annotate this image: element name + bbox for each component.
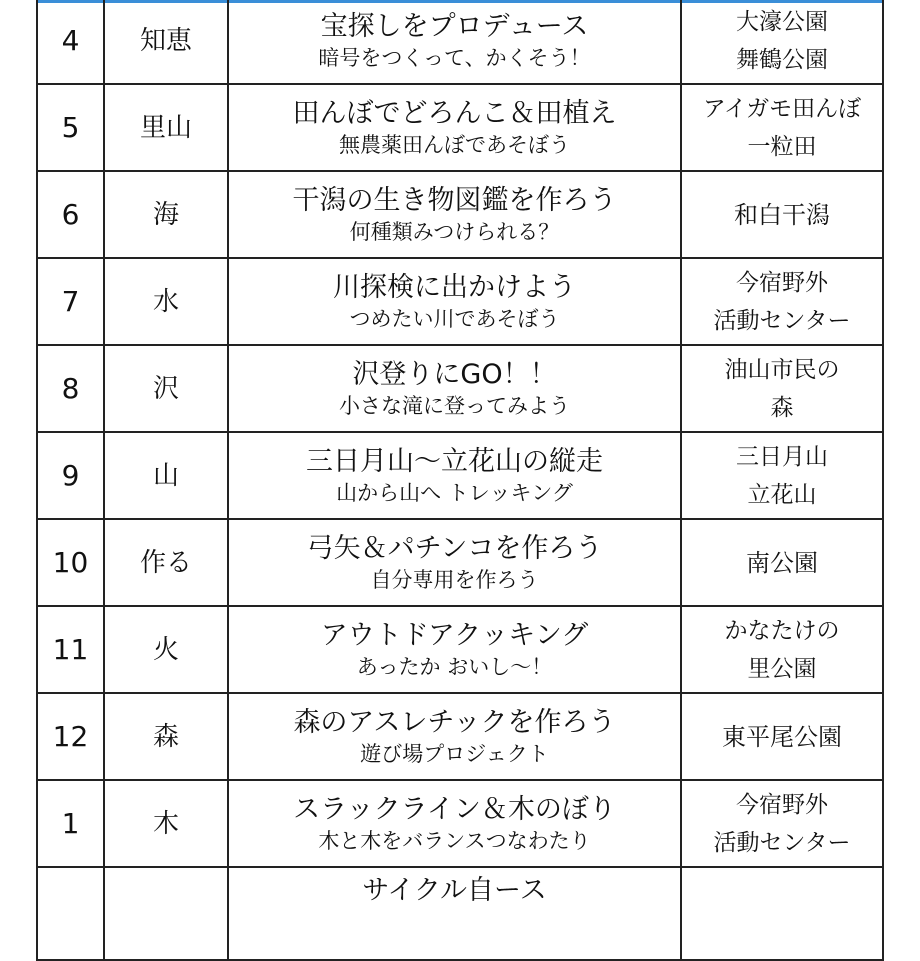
venue-name-line: 立花山 — [747, 481, 817, 508]
table-row — [37, 867, 883, 960]
activity-title: アウトドアクッキング — [320, 619, 589, 651]
theme-cell — [104, 0, 228, 84]
activity-subtitle: あったか おいし〜！ — [356, 654, 553, 679]
schedule-table-body — [37, 0, 883, 960]
session-number-cell — [37, 258, 104, 345]
theme-cell — [104, 432, 228, 519]
venue-name-line: 油山市民の — [724, 356, 840, 383]
session-number-cell — [37, 867, 104, 960]
table-row — [37, 606, 883, 693]
theme-label: 知恵 — [139, 25, 192, 56]
activity-subtitle: 暗号をつくって、かくそう！ — [318, 45, 591, 70]
activity-cell — [228, 84, 681, 171]
activity-title: 沢登りにGO！！ — [352, 358, 557, 390]
activity-subtitle: 小さな滝に登ってみよう — [339, 393, 570, 418]
activity-title: 宝探しをプロデュース — [320, 10, 589, 42]
venue-cell — [681, 780, 883, 867]
table-row — [37, 780, 883, 867]
activity-cell — [228, 171, 681, 258]
theme-cell — [104, 519, 228, 606]
activity-title: 三日月山〜立花山の縦走 — [306, 445, 603, 477]
activity-subtitle: 木と木をバランスつなわたり — [318, 828, 591, 853]
theme-cell — [104, 693, 228, 780]
venue-name-line: 里公園 — [747, 655, 817, 682]
activity-subtitle: 何種類みつけられる？ — [349, 219, 560, 244]
activity-cell — [228, 606, 681, 693]
theme-label: 森 — [152, 721, 179, 752]
activity-cell — [228, 0, 681, 84]
theme-label: 海 — [152, 199, 179, 230]
activity-subtitle: 無農薬田んぼであそぼう — [339, 132, 570, 157]
venue-cell — [681, 345, 883, 432]
activity-cell — [228, 867, 681, 960]
schedule-table — [36, 0, 884, 961]
activity-cell — [228, 780, 681, 867]
venue-cell — [681, 432, 883, 519]
venue-cell — [681, 258, 883, 345]
venue-cell — [681, 84, 883, 171]
venue-name-line: 一粒田 — [747, 133, 817, 160]
table-row — [37, 693, 883, 780]
venue-name-line: 舞鶴公園 — [736, 46, 828, 73]
venue-name-line: 南公園 — [746, 548, 818, 577]
table-row — [37, 171, 883, 258]
theme-label: 里山 — [139, 112, 192, 143]
session-number: 1 — [61, 806, 80, 840]
table-row — [37, 84, 883, 171]
venue-name-line: アイガモ田んぼ — [702, 95, 862, 122]
venue-cell — [681, 519, 883, 606]
table-row — [37, 258, 883, 345]
table-row — [37, 0, 883, 84]
session-number: 9 — [61, 458, 80, 492]
venue-cell — [681, 693, 883, 780]
theme-label: 山 — [152, 460, 179, 491]
activity-title: スラックライン＆木のぼり — [293, 793, 616, 825]
activity-cell — [228, 519, 681, 606]
session-number-cell — [37, 606, 104, 693]
theme-label: 火 — [152, 634, 179, 665]
theme-cell — [104, 345, 228, 432]
activity-title: サイクル自ース — [362, 875, 547, 906]
venue-name-line: 活動センター — [713, 829, 851, 856]
session-number: 8 — [61, 371, 80, 405]
theme-cell — [104, 867, 228, 960]
venue-name-line: 活動センター — [713, 307, 851, 334]
schedule-table-container — [36, 0, 882, 961]
theme-label: 木 — [152, 808, 179, 839]
activity-title: 川探検に出かけよう — [333, 271, 576, 303]
session-number-cell — [37, 432, 104, 519]
venue-name-line: 森 — [770, 394, 794, 421]
theme-cell — [104, 84, 228, 171]
theme-cell — [104, 606, 228, 693]
venue-name-line: 東平尾公園 — [722, 722, 842, 751]
theme-cell — [104, 171, 228, 258]
venue-name-line: 今宿野外 — [736, 269, 828, 296]
venue-name-line: 大濠公園 — [736, 8, 828, 35]
session-number-cell — [37, 0, 104, 84]
venue-cell — [681, 606, 883, 693]
table-row — [37, 432, 883, 519]
session-number: 11 — [52, 632, 89, 666]
theme-label: 作る — [139, 547, 192, 578]
activity-title: 森のアスレチックを作ろう — [293, 706, 616, 738]
table-row — [37, 519, 883, 606]
venue-cell — [681, 0, 883, 84]
session-number-cell — [37, 345, 104, 432]
session-number-cell — [37, 84, 104, 171]
activity-title: 田んぼでどろんこ＆田植え — [292, 97, 617, 129]
activity-cell — [228, 693, 681, 780]
theme-cell — [104, 258, 228, 345]
theme-label: 水 — [152, 286, 179, 317]
activity-cell — [228, 432, 681, 519]
session-number: 5 — [61, 110, 80, 144]
activity-subtitle: つめたい川であそぼう — [349, 306, 560, 331]
session-number-cell — [37, 171, 104, 258]
session-number: 7 — [61, 284, 80, 318]
activity-title: 干潟の生き物図鑑を作ろう — [292, 184, 617, 216]
theme-cell — [104, 780, 228, 867]
session-number: 6 — [61, 197, 80, 231]
activity-subtitle: 遊び場プロジェクト — [360, 741, 549, 766]
venue-name-line: 三日月山 — [736, 443, 828, 470]
theme-label: 沢 — [152, 373, 179, 404]
activity-subtitle: 山から山へ トレッキング — [336, 480, 573, 505]
venue-name-line: 今宿野外 — [736, 791, 828, 818]
session-number-cell — [37, 693, 104, 780]
table-row — [37, 345, 883, 432]
session-number: 10 — [52, 545, 89, 579]
activity-subtitle: 自分専用を作ろう — [370, 567, 539, 592]
session-number: 4 — [61, 23, 80, 57]
session-number-cell — [37, 780, 104, 867]
activity-cell — [228, 345, 681, 432]
session-number-cell — [37, 519, 104, 606]
venue-cell — [681, 171, 883, 258]
activity-cell — [228, 258, 681, 345]
venue-name-line: 和白干潟 — [734, 200, 830, 229]
venue-name-line: かなたけの — [724, 617, 840, 644]
venue-cell — [681, 867, 883, 960]
activity-title: 弓矢＆パチンコを作ろう — [306, 532, 603, 564]
session-number: 12 — [52, 719, 89, 753]
